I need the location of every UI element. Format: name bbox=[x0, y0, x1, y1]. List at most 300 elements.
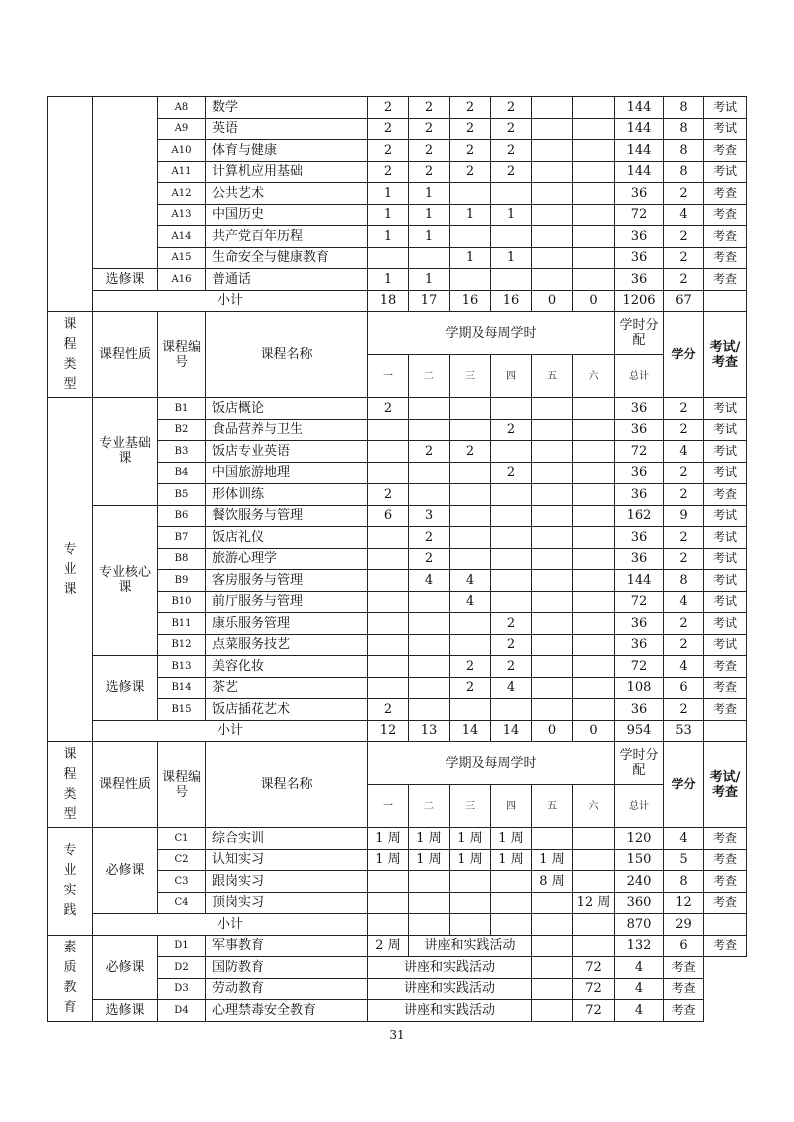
semester-hours bbox=[368, 892, 409, 914]
course-nature-cell: 专业基础课 bbox=[93, 398, 158, 506]
semester-hours bbox=[532, 441, 573, 463]
semester-hours bbox=[450, 548, 491, 570]
semester-hours bbox=[491, 699, 532, 721]
total-hours: 144 bbox=[615, 97, 664, 119]
semester-hours: 1 周 bbox=[450, 849, 491, 871]
subtotal-semester: 14 bbox=[450, 720, 491, 742]
total-hours: 144 bbox=[615, 140, 664, 162]
exam-type: 考查 bbox=[664, 1000, 704, 1022]
header-semester: 一 bbox=[368, 355, 409, 398]
semester-hours bbox=[532, 892, 573, 914]
course-name: 军事教育 bbox=[206, 935, 368, 957]
credit: 4 bbox=[664, 204, 704, 226]
semester-hours: 1 bbox=[409, 204, 450, 226]
semester-hours bbox=[573, 505, 615, 527]
semester-hours: 1 周 bbox=[491, 828, 532, 850]
semester-hours bbox=[409, 419, 450, 441]
semester-hours bbox=[409, 398, 450, 420]
total-hours: 240 bbox=[615, 871, 664, 893]
course-code: B5 bbox=[158, 484, 206, 506]
subtotal-semester bbox=[491, 914, 532, 936]
page-number: 31 bbox=[389, 1028, 405, 1042]
semester-hours bbox=[450, 269, 491, 291]
course-name: 共产党百年历程 bbox=[206, 226, 368, 248]
course-type-char: 类 bbox=[63, 786, 77, 802]
header-weekly: 学期及每周学时 bbox=[368, 312, 615, 355]
semester-hours bbox=[450, 505, 491, 527]
exam-type: 考试 bbox=[704, 591, 747, 613]
semester-hours: 6 bbox=[368, 505, 409, 527]
semester-hours bbox=[573, 935, 615, 957]
table-row bbox=[48, 656, 747, 678]
semester-hours bbox=[368, 871, 409, 893]
course-nature-cell: 选修课 bbox=[93, 269, 158, 291]
credit: 8 bbox=[664, 871, 704, 893]
course-type-cell bbox=[48, 97, 93, 312]
semester-hours: 2 bbox=[450, 140, 491, 162]
header-exam: 考试/考查 bbox=[704, 312, 747, 398]
course-type-char: 业 bbox=[63, 863, 77, 879]
exam-type: 考查 bbox=[664, 957, 704, 979]
credit: 2 bbox=[664, 634, 704, 656]
semester-hours bbox=[573, 634, 615, 656]
semester-hours bbox=[450, 462, 491, 484]
course-name: 形体训练 bbox=[206, 484, 368, 506]
semester-hours bbox=[573, 570, 615, 592]
course-name: 普通话 bbox=[206, 269, 368, 291]
course-type-cell bbox=[48, 312, 93, 398]
semester-hours: 2 bbox=[491, 462, 532, 484]
credit: 2 bbox=[664, 247, 704, 269]
course-code: A16 bbox=[158, 269, 206, 291]
header-semester: 一 bbox=[368, 785, 409, 828]
table-row bbox=[48, 398, 747, 420]
subtotal-hours: 1206 bbox=[615, 290, 664, 312]
semester-hours bbox=[573, 591, 615, 613]
course-nature-cell: 必修课 bbox=[93, 935, 158, 1000]
course-name: 饭店插花艺术 bbox=[206, 699, 368, 721]
total-hours: 36 bbox=[615, 462, 664, 484]
course-code: A8 bbox=[158, 97, 206, 119]
semester-hours bbox=[532, 527, 573, 549]
table-row bbox=[48, 505, 747, 527]
semester-hours bbox=[532, 677, 573, 699]
semester-hours bbox=[450, 226, 491, 248]
exam-type: 考试 bbox=[704, 419, 747, 441]
exam-type: 考查 bbox=[704, 871, 747, 893]
course-code: B7 bbox=[158, 527, 206, 549]
course-type-char: 课 bbox=[63, 316, 77, 332]
semester-hours bbox=[532, 97, 573, 119]
semester-hours bbox=[532, 978, 573, 1000]
header-alloc: 学时分配 bbox=[615, 742, 664, 785]
course-code: A10 bbox=[158, 140, 206, 162]
header-exam: 考试/考查 bbox=[704, 742, 747, 828]
semester-hours bbox=[368, 527, 409, 549]
total-hours: 72 bbox=[573, 978, 615, 1000]
course-code: D4 bbox=[158, 1000, 206, 1022]
subtotal-hours: 954 bbox=[615, 720, 664, 742]
course-name: 劳动教育 bbox=[206, 978, 368, 1000]
course-code: A9 bbox=[158, 118, 206, 140]
credit: 2 bbox=[664, 398, 704, 420]
semester-hours bbox=[573, 484, 615, 506]
total-hours: 36 bbox=[615, 419, 664, 441]
header-name: 课程名称 bbox=[206, 742, 368, 828]
subtotal-label: 小计 bbox=[93, 290, 368, 312]
subtotal-exam bbox=[704, 914, 747, 936]
semester-hours: 2 bbox=[491, 634, 532, 656]
semester-hours bbox=[368, 570, 409, 592]
exam-type: 考查 bbox=[704, 677, 747, 699]
course-code: A11 bbox=[158, 161, 206, 183]
subtotal-semester bbox=[573, 914, 615, 936]
semester-hours bbox=[573, 398, 615, 420]
course-code: A12 bbox=[158, 183, 206, 205]
subtotal-label: 小计 bbox=[93, 720, 368, 742]
semester-hours bbox=[532, 183, 573, 205]
semester-hours bbox=[532, 398, 573, 420]
exam-type: 考试 bbox=[704, 634, 747, 656]
semester-hours: 2 bbox=[491, 97, 532, 119]
semester-hours bbox=[532, 269, 573, 291]
subtotal-semester: 16 bbox=[491, 290, 532, 312]
course-code: B10 bbox=[158, 591, 206, 613]
semester-hours: 1 bbox=[491, 204, 532, 226]
semester-hours bbox=[491, 871, 532, 893]
credit: 12 bbox=[664, 892, 704, 914]
exam-type: 考查 bbox=[704, 656, 747, 678]
subtotal-credit: 67 bbox=[664, 290, 704, 312]
total-hours: 144 bbox=[615, 161, 664, 183]
semester-hours bbox=[450, 634, 491, 656]
semester-hours bbox=[573, 226, 615, 248]
header-semester: 二 bbox=[409, 355, 450, 398]
subtotal-semester: 18 bbox=[368, 290, 409, 312]
subtotal-credit: 53 bbox=[664, 720, 704, 742]
semester-hours bbox=[491, 570, 532, 592]
course-name: 食品营养与卫生 bbox=[206, 419, 368, 441]
course-code: B15 bbox=[158, 699, 206, 721]
course-type-cell bbox=[48, 828, 93, 936]
semester-hours bbox=[573, 204, 615, 226]
total-hours: 36 bbox=[615, 548, 664, 570]
course-code: D3 bbox=[158, 978, 206, 1000]
semester-hours: 2 bbox=[409, 118, 450, 140]
course-type-cell bbox=[48, 398, 93, 742]
credit: 9 bbox=[664, 505, 704, 527]
semester-hours bbox=[532, 161, 573, 183]
semester-hours: 2 bbox=[409, 161, 450, 183]
table-row bbox=[48, 742, 747, 785]
credit: 8 bbox=[664, 570, 704, 592]
header-weekly: 学期及每周学时 bbox=[368, 742, 615, 785]
exam-type: 考查 bbox=[704, 140, 747, 162]
semester-hours: 1 bbox=[409, 226, 450, 248]
semester-hours: 2 bbox=[409, 527, 450, 549]
semester-hours bbox=[409, 677, 450, 699]
course-type-char: 程 bbox=[63, 766, 77, 782]
semester-hours: 2 周 bbox=[368, 935, 409, 957]
course-nature-cell: 选修课 bbox=[93, 656, 158, 721]
header-alloc: 学时分配 bbox=[615, 312, 664, 355]
semester-hours bbox=[409, 634, 450, 656]
semester-hours bbox=[450, 398, 491, 420]
exam-type: 考试 bbox=[704, 570, 747, 592]
course-type-cell bbox=[48, 935, 93, 1021]
semester-hours bbox=[491, 591, 532, 613]
semester-hours bbox=[491, 441, 532, 463]
exam-type: 考查 bbox=[704, 699, 747, 721]
total-hours: 144 bbox=[615, 118, 664, 140]
activity-note: 讲座和实践活动 bbox=[409, 935, 532, 957]
semester-hours bbox=[450, 613, 491, 635]
course-name: 康乐服务管理 bbox=[206, 613, 368, 635]
semester-hours bbox=[573, 677, 615, 699]
credit: 2 bbox=[664, 183, 704, 205]
semester-hours bbox=[532, 140, 573, 162]
course-name: 茶艺 bbox=[206, 677, 368, 699]
course-type-char: 程 bbox=[63, 336, 77, 352]
course-type-char: 类 bbox=[63, 356, 77, 372]
semester-hours bbox=[491, 269, 532, 291]
semester-hours: 1 bbox=[409, 269, 450, 291]
semester-hours: 2 bbox=[368, 118, 409, 140]
credit: 2 bbox=[664, 419, 704, 441]
semester-hours: 12 周 bbox=[573, 892, 615, 914]
semester-hours bbox=[532, 548, 573, 570]
semester-hours: 1 bbox=[368, 204, 409, 226]
activity-note: 讲座和实践活动 bbox=[368, 957, 532, 979]
course-type-char: 课 bbox=[63, 581, 77, 597]
total-hours: 144 bbox=[615, 570, 664, 592]
semester-hours bbox=[450, 699, 491, 721]
course-type-char: 型 bbox=[63, 806, 77, 822]
semester-hours: 1 周 bbox=[450, 828, 491, 850]
course-nature-cell: 专业核心课 bbox=[93, 505, 158, 656]
semester-hours bbox=[491, 892, 532, 914]
semester-hours: 4 bbox=[450, 591, 491, 613]
subtotal-semester bbox=[368, 914, 409, 936]
course-code: B12 bbox=[158, 634, 206, 656]
semester-hours: 2 bbox=[368, 140, 409, 162]
semester-hours: 2 bbox=[368, 161, 409, 183]
semester-hours bbox=[368, 419, 409, 441]
course-name: 中国旅游地理 bbox=[206, 462, 368, 484]
course-code: A14 bbox=[158, 226, 206, 248]
semester-hours bbox=[409, 484, 450, 506]
header-code: 课程编号 bbox=[158, 312, 206, 398]
total-hours: 150 bbox=[615, 849, 664, 871]
semester-hours: 2 bbox=[409, 441, 450, 463]
subtotal-label: 小计 bbox=[93, 914, 368, 936]
semester-hours bbox=[368, 613, 409, 635]
semester-hours: 4 bbox=[491, 677, 532, 699]
total-hours: 36 bbox=[615, 183, 664, 205]
course-code: B4 bbox=[158, 462, 206, 484]
course-code: B1 bbox=[158, 398, 206, 420]
credit: 2 bbox=[664, 484, 704, 506]
exam-type: 考试 bbox=[704, 118, 747, 140]
exam-type: 考查 bbox=[704, 204, 747, 226]
semester-hours bbox=[368, 656, 409, 678]
semester-hours bbox=[573, 699, 615, 721]
subtotal-semester: 0 bbox=[532, 720, 573, 742]
semester-hours bbox=[573, 118, 615, 140]
semester-hours: 2 bbox=[491, 656, 532, 678]
semester-hours bbox=[409, 613, 450, 635]
exam-type: 考查 bbox=[664, 978, 704, 1000]
course-code: C1 bbox=[158, 828, 206, 850]
credit: 8 bbox=[664, 140, 704, 162]
semester-hours: 2 bbox=[409, 140, 450, 162]
semester-hours bbox=[409, 871, 450, 893]
credit: 4 bbox=[664, 828, 704, 850]
semester-hours bbox=[573, 613, 615, 635]
semester-hours bbox=[532, 570, 573, 592]
semester-hours bbox=[491, 527, 532, 549]
header-code: 课程编号 bbox=[158, 742, 206, 828]
subtotal-semester bbox=[532, 914, 573, 936]
total-hours: 36 bbox=[615, 484, 664, 506]
semester-hours: 1 周 bbox=[409, 828, 450, 850]
semester-hours bbox=[368, 591, 409, 613]
course-type-cell bbox=[48, 742, 93, 828]
semester-hours bbox=[532, 462, 573, 484]
semester-hours bbox=[409, 591, 450, 613]
semester-hours bbox=[368, 441, 409, 463]
course-name: 前厅服务与管理 bbox=[206, 591, 368, 613]
credit: 5 bbox=[664, 849, 704, 871]
semester-hours bbox=[532, 118, 573, 140]
exam-type: 考查 bbox=[704, 484, 747, 506]
total-hours: 162 bbox=[615, 505, 664, 527]
semester-hours: 1 bbox=[450, 247, 491, 269]
course-name: 体育与健康 bbox=[206, 140, 368, 162]
credit: 2 bbox=[664, 527, 704, 549]
subtotal-semester: 16 bbox=[450, 290, 491, 312]
course-code: B13 bbox=[158, 656, 206, 678]
total-hours: 36 bbox=[615, 226, 664, 248]
header-name: 课程名称 bbox=[206, 312, 368, 398]
activity-note: 讲座和实践活动 bbox=[368, 978, 532, 1000]
subtotal-credit: 29 bbox=[664, 914, 704, 936]
semester-hours bbox=[409, 462, 450, 484]
exam-type: 考试 bbox=[704, 398, 747, 420]
course-type-char: 专 bbox=[63, 541, 77, 557]
semester-hours: 2 bbox=[409, 548, 450, 570]
course-name: 心理禁毒安全教育 bbox=[206, 1000, 368, 1022]
subtotal-semester: 17 bbox=[409, 290, 450, 312]
semester-hours: 1 周 bbox=[409, 849, 450, 871]
course-code: B8 bbox=[158, 548, 206, 570]
semester-hours bbox=[409, 699, 450, 721]
header-semester: 四 bbox=[491, 785, 532, 828]
semester-hours: 2 bbox=[450, 161, 491, 183]
credit: 6 bbox=[664, 677, 704, 699]
course-code: B6 bbox=[158, 505, 206, 527]
course-code: B2 bbox=[158, 419, 206, 441]
total-hours: 72 bbox=[615, 656, 664, 678]
semester-hours bbox=[573, 527, 615, 549]
total-hours: 36 bbox=[615, 269, 664, 291]
course-name: 国防教育 bbox=[206, 957, 368, 979]
semester-hours bbox=[573, 462, 615, 484]
semester-hours: 2 bbox=[368, 699, 409, 721]
credit: 8 bbox=[664, 97, 704, 119]
course-type-char: 育 bbox=[63, 1000, 77, 1015]
course-type-char: 质 bbox=[63, 960, 77, 975]
semester-hours bbox=[573, 849, 615, 871]
semester-hours bbox=[491, 484, 532, 506]
activity-note: 讲座和实践活动 bbox=[368, 1000, 532, 1022]
semester-hours: 1 bbox=[368, 269, 409, 291]
semester-hours: 4 bbox=[450, 570, 491, 592]
semester-hours bbox=[573, 97, 615, 119]
total-hours: 360 bbox=[615, 892, 664, 914]
semester-hours: 2 bbox=[450, 441, 491, 463]
exam-type: 考试 bbox=[704, 441, 747, 463]
semester-hours bbox=[532, 613, 573, 635]
course-code: B3 bbox=[158, 441, 206, 463]
header-nature: 课程性质 bbox=[93, 742, 158, 828]
course-code: C2 bbox=[158, 849, 206, 871]
subtotal-hours: 870 bbox=[615, 914, 664, 936]
course-name: 饭店专业英语 bbox=[206, 441, 368, 463]
course-name: 计算机应用基础 bbox=[206, 161, 368, 183]
total-hours: 72 bbox=[573, 1000, 615, 1022]
semester-hours bbox=[532, 935, 573, 957]
semester-hours bbox=[532, 634, 573, 656]
course-name: 饭店概论 bbox=[206, 398, 368, 420]
credit: 2 bbox=[664, 462, 704, 484]
course-code: B11 bbox=[158, 613, 206, 635]
semester-hours: 1 bbox=[368, 226, 409, 248]
credit: 2 bbox=[664, 699, 704, 721]
credit: 8 bbox=[664, 118, 704, 140]
semester-hours: 4 bbox=[409, 570, 450, 592]
course-code: C4 bbox=[158, 892, 206, 914]
semester-hours bbox=[532, 591, 573, 613]
header-credit: 学分 bbox=[664, 742, 704, 828]
semester-hours bbox=[532, 204, 573, 226]
semester-hours: 2 bbox=[491, 419, 532, 441]
semester-hours bbox=[368, 548, 409, 570]
exam-type: 考查 bbox=[704, 828, 747, 850]
table-row bbox=[48, 935, 747, 957]
semester-hours bbox=[368, 247, 409, 269]
credit: 8 bbox=[664, 161, 704, 183]
semester-hours: 1 bbox=[409, 183, 450, 205]
credit: 4 bbox=[664, 656, 704, 678]
course-code: A13 bbox=[158, 204, 206, 226]
course-nature-cell: 选修课 bbox=[93, 1000, 158, 1022]
semester-hours: 2 bbox=[368, 97, 409, 119]
course-name: 生命安全与健康教育 bbox=[206, 247, 368, 269]
total-hours: 72 bbox=[615, 591, 664, 613]
exam-type: 考试 bbox=[704, 97, 747, 119]
semester-hours bbox=[409, 656, 450, 678]
course-name: 跟岗实习 bbox=[206, 871, 368, 893]
course-type-char: 实 bbox=[63, 883, 77, 899]
course-name: 认知实习 bbox=[206, 849, 368, 871]
semester-hours bbox=[450, 892, 491, 914]
course-name: 公共艺术 bbox=[206, 183, 368, 205]
subtotal-semester: 0 bbox=[573, 290, 615, 312]
header-nature: 课程性质 bbox=[93, 312, 158, 398]
exam-type: 考试 bbox=[704, 527, 747, 549]
semester-hours bbox=[573, 828, 615, 850]
